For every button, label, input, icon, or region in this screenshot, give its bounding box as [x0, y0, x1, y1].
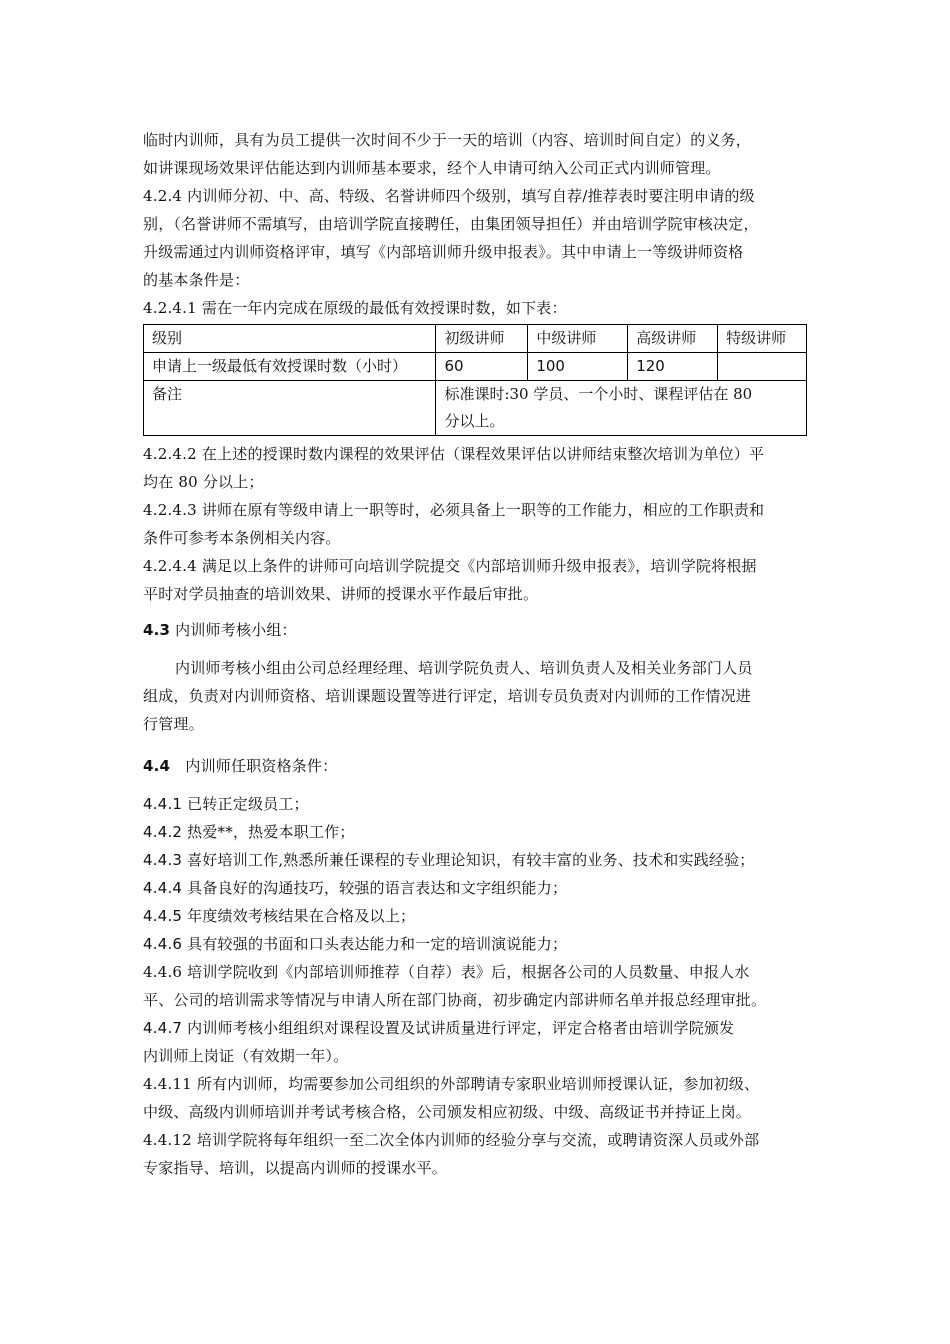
section-heading-4-4: 4.4 内训师任职资格条件：: [143, 757, 338, 775]
teaching-hours-table: [143, 324, 807, 436]
list-item: 4.4.1 已转正定级员工；: [143, 795, 309, 813]
paragraph-4-4-6-review: 4.4.6 培训学院收到《内部培训师推荐（自荐）表》后，根据各公司的人员数量、申报人水 平、公司的培训需求等情况与申请人所在部门协商，初步确定内部讲师名单并报总经理审批。: [143, 963, 767, 1009]
paragraph-4-4-12: 4.4.12 培训学院将每年组织一至二次全体内训师的经验分享与交流，或聘请资深人员或外部 专家指导、培训，以提高内训师的授课水平。: [143, 1131, 760, 1177]
table-cell: 特级讲师: [718, 325, 807, 353]
paragraph-4-4-11: 4.4.11 所有内训师，均需要参加公司组织的外部聘请专家职业培训师授课认证，参加初级、 中级、高级内训师培训并考试考核合格，公司颁发相应初级、中级、高级证书并持证上岗。: [143, 1075, 760, 1121]
list-item: 4.4.2 热爱**，热爱本职工作；: [143, 823, 355, 841]
list-item: 4.4.6 具有较强的书面和口头表达能力和一定的培训演说能力；: [143, 935, 568, 953]
section-heading-4-3: 4.3 内训师考核小组：: [143, 621, 297, 639]
table-cell: 级别: [144, 325, 436, 353]
table-cell: 初级讲师: [436, 325, 528, 353]
list-item: 4.4.4 具备良好的沟通技巧，较强的语言表达和文字组织能力；: [143, 879, 568, 897]
paragraph-4-2-4-3: 4.2.4.3 讲师在原有等级申请上一职等时，必须具备上一职等的工作能力，相应的工作职责和 条件可参考本条例相关内容。: [143, 501, 765, 547]
table-cell: 120: [628, 353, 718, 381]
table-cell: 中级讲师: [528, 325, 628, 353]
table-row: [144, 325, 807, 353]
table-cell: 60: [436, 353, 528, 381]
table-cell: [718, 353, 807, 381]
table-row: [144, 353, 807, 381]
paragraph-4-2-4-4: 4.2.4.4 满足以上条件的讲师可向培训学院提交《内部培训师升级申报表》，培训学院将根据 平时对学员抽查的培训效果、讲师的授课水平作最后审批。: [143, 557, 757, 603]
list-item: 4.4.5 年度绩效考核结果在合格及以上；: [143, 907, 416, 925]
table-cell: 100: [528, 353, 628, 381]
list-item: 4.4.3 喜好培训工作,熟悉所兼任课程的专业理论知识，有较丰富的业务、技术和实践经验；: [143, 851, 755, 869]
table-cell: 申请上一级最低有效授课时数（小时）: [144, 353, 436, 381]
paragraph-4-2-4-2: 4.2.4.2 在上述的授课时数内课程的效果评估（课程效果评估以讲师结束整次培训为单位）平 均在 80 分以上；: [143, 445, 765, 491]
table-row: [144, 381, 807, 436]
paragraph-4-2-4: 4.2.4 内训师分初、中、高、特级、名誉讲师四个级别，填写自荐/推荐表时要注明申请的级 别，（名誉讲师不需填写，由培训学院直接聘任，由集团领导担任）并由培训学院审核决定， 升级需通过内训师资格评审，填写《内部培训师升级申报表》。其中申请上一等级讲师资格 的基本条件是：: [143, 187, 759, 289]
document-page: [143, 126, 808, 1182]
table-note-cell: 标准课时:30 学员、一个小时、课程评估在 80 分以上。: [436, 381, 807, 436]
paragraph-temporary-trainer: 临时内训师，具有为员工提供一次时间不少于一天的培训（内容、培训时间自定）的义务， 如讲课现场效果评估能达到内训师基本要求，经个人申请可纳入公司正式内训师管理。: [143, 131, 752, 177]
paragraph-assessment-group: 内训师考核小组由公司总经理经理、培训学院负责人、培训负责人及相关业务部门人员 组成，负责对内训师资格、培训课题设置等进行评定，培训专员负责对内训师的工作情况进 行管理。: [143, 659, 753, 733]
paragraph-4-2-4-1: 4.2.4.1 需在一年内完成在原级的最低有效授课时数，如下表：: [143, 299, 567, 317]
table-cell: 备注: [144, 381, 436, 436]
paragraph-4-4-7: 4.4.7 内训师考核小组组织对课程设置及试讲质量进行评定，评定合格者由培训学院颁发 内训师上岗证（有效期一年）。: [143, 1019, 735, 1065]
table-cell: 高级讲师: [628, 325, 718, 353]
